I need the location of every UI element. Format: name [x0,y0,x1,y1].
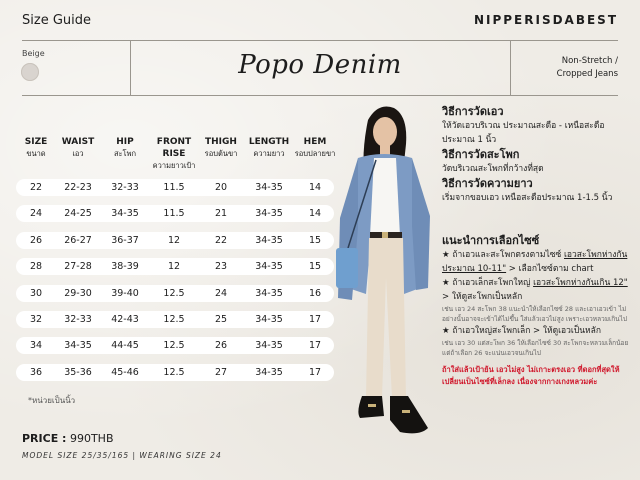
table-cell: 34-35 [255,182,283,193]
table-cell: 26 [29,234,43,246]
column-header-4 [146,136,202,172]
tip-2-suffix: > ให้ดูสะโพกเป็นหลัก [442,292,523,302]
price-value: 990THB [69,432,114,445]
length-measure-title: วิธีการวัดความยาว [442,177,533,190]
table-cell: 20 [214,182,228,193]
measure-guide [442,104,632,205]
table-cell: 14 [308,208,322,220]
tip-1-highlight: เอวสะโพกห่างกันประมาณ 10-11" [442,250,628,274]
column-header-thai: ขนาด [26,149,46,158]
table-cell: 12.5 [163,366,185,378]
table-cell: 23 [214,261,228,273]
table-cell: 27 [214,366,228,378]
table-cell: 11.5 [163,182,185,193]
hip-measure-text: วัดบริเวณสะโพกที่กว้างที่สุด [442,164,544,174]
header-divider-right [510,40,511,95]
table-cell: 11.5 [163,208,185,220]
table-cell: 12 [167,234,181,246]
advice-tip-2 [442,276,632,304]
table-cell: 22 [214,234,228,246]
table-cell: 14 [308,182,322,193]
price [22,432,114,445]
column-header-5 [197,136,245,160]
hip-measure-title: วิธีการวัดสะโพก [442,148,520,161]
tip-2-example: เช่น เอว 24 สะโพก 38 แนะนำให้เลือกไซซ์ 28 และเอาเอวเข้า ไม่อย่างนั้นอาจจะเข้าได้ไม่ขึ้น ใส่แล้วเอวไม่สูง เพราะเอวหลวมเกินไป [442,305,628,323]
table-cell: 36 [29,366,43,378]
warning-note: ถ้าใส่แล้วเป้าย้น เอวไม่สูง ไม่เกาะตรงเอว ที่ดอกที่สุดให้เปลี่ยนเป็นไซซ์ที่เล็กลง เนื่องจากกางเกงหลวมค่ะ [442,365,620,386]
table-cell: 29-30 [64,287,92,299]
column-header-3 [101,136,149,160]
table-cell: 24 [214,287,228,299]
waist-measure-title: วิธีการวัดเอว [442,105,504,118]
table-cell: 24 [29,208,43,220]
table-cell: 34 [29,340,43,352]
table-cell: 12.5 [163,314,185,325]
column-header-thai: เอว [72,149,84,158]
table-cell: 28 [29,261,43,273]
table-cell: 12.5 [163,287,185,299]
table-cell: 38-39 [111,261,139,273]
fabric-type-line-2: Cropped Jeans [556,69,618,79]
column-header-label: LENGTH [248,137,290,147]
table-cell: 34-35 [255,234,283,246]
table-cell: 39-40 [111,287,139,299]
model-size-note: MODEL SIZE 25/35/165 | WEARING SIZE 24 [22,451,222,460]
waist-measure-text: ให้วัดเอวบริเวณ ประมาณสะดือ - เหนือสะดือ ประมาณ 1 นิ้ว [442,121,605,145]
table-cell: 36-37 [111,234,139,246]
column-header-label: SIZE [24,137,48,147]
column-header-thai: สะโพก [113,149,137,158]
table-cell: 34-35 [255,261,283,273]
table-cell: 34-35 [64,340,92,352]
length-measure-text: เริ่มจากขอบเอว เหนือสะดือประมาณ 1-1.5 นิ้ว [442,193,613,203]
table-cell: 34-35 [255,340,283,352]
table-cell: 35-36 [64,366,92,378]
table-cell: 34-35 [111,208,139,220]
column-header-label: THIGH [205,137,237,147]
size-advice [442,233,632,388]
table-cell: 25 [214,314,228,325]
fabric-type [518,55,618,81]
column-header-label: HEM [303,137,327,147]
table-cell: 21 [214,208,228,220]
column-header-thai: รอบปลายขา [294,149,336,158]
advice-tip-3: ★ ถ้าเอวใหญ่สะโพกเล็ก > ให้ดูเอวเป็นหลัก [442,326,602,336]
table-cell: 26 [214,340,228,352]
table-cell: 16 [308,287,322,299]
table-cell: 34-35 [255,314,283,325]
tip-3-example: เช่น เอว 30 แต่สะโพก 36 ให้เลือกไซซ์ 30 สะโพกจะหลวมเล็กน้อย แต่ถ้าเลือก 26 จะแน่นเอวจนเกินไป [442,339,629,357]
header-divider-top [22,40,618,41]
header-divider-bottom [22,95,618,96]
table-cell: 44-45 [111,340,139,352]
table-cell: 32-33 [64,314,92,325]
table-cell: 17 [308,340,322,352]
advice-title: แนะนำการเลือกไซซ์ [442,234,540,247]
advice-tip-1 [442,248,632,276]
table-cell: 17 [308,314,322,325]
table-cell: 34-35 [255,366,283,378]
column-header-label: WAIST [61,137,95,147]
price-label: PRICE : [22,432,67,445]
table-cell: 42-43 [111,314,139,325]
column-header-thai: ความยาว [253,149,285,158]
tip-1-suffix: > เลือกไซซ์ตาม chart [506,264,594,274]
brand-logo: NIPPERISDABEST [473,13,618,27]
column-header-thai: ความยาวเป้า [152,161,196,170]
fabric-type-line-1: Non-Stretch / [561,56,618,66]
tip-1-prefix: ★ ถ้าเอวและสะโพกตรงตามไซซ์ [442,250,564,260]
unit-note: *หน่วยเป็นนิ้ว [28,396,76,405]
table-cell: 15 [308,234,322,246]
table-cell: 17 [308,366,322,378]
table-cell: 22 [29,182,43,193]
column-header-label: HIP [116,137,134,147]
column-header-2 [54,136,102,160]
column-header-label: FRONT RISE [156,137,192,159]
table-cell: 32-33 [111,182,139,193]
column-header-6 [243,136,295,160]
table-cell: 24-25 [64,208,92,220]
column-header-thai: รอบต้นขา [204,149,238,158]
color-swatch [21,63,39,81]
table-cell: 15 [308,261,322,273]
table-cell: 45-46 [111,366,139,378]
table-cell: 12 [167,261,181,273]
table-cell: 27-28 [64,261,92,273]
table-cell: 32 [29,314,43,325]
column-header-1 [14,136,58,160]
table-cell: 22-23 [64,182,92,193]
table-cell: 34-35 [255,208,283,220]
table-cell: 12.5 [163,340,185,352]
model-photo [320,98,450,458]
page-title: Size Guide [22,13,91,28]
table-cell: 26-27 [64,234,92,246]
table-cell: 30 [29,287,43,299]
tip-2-prefix: ★ ถ้าเอวเล็กสะโพกใหญ่ [442,278,534,288]
tip-2-highlight: เอวสะโพกห่างกันเกิน 12" [533,278,628,288]
product-name: Popo Denim [238,50,402,80]
color-label: Beige [22,49,45,58]
table-cell: 34-35 [255,287,283,299]
